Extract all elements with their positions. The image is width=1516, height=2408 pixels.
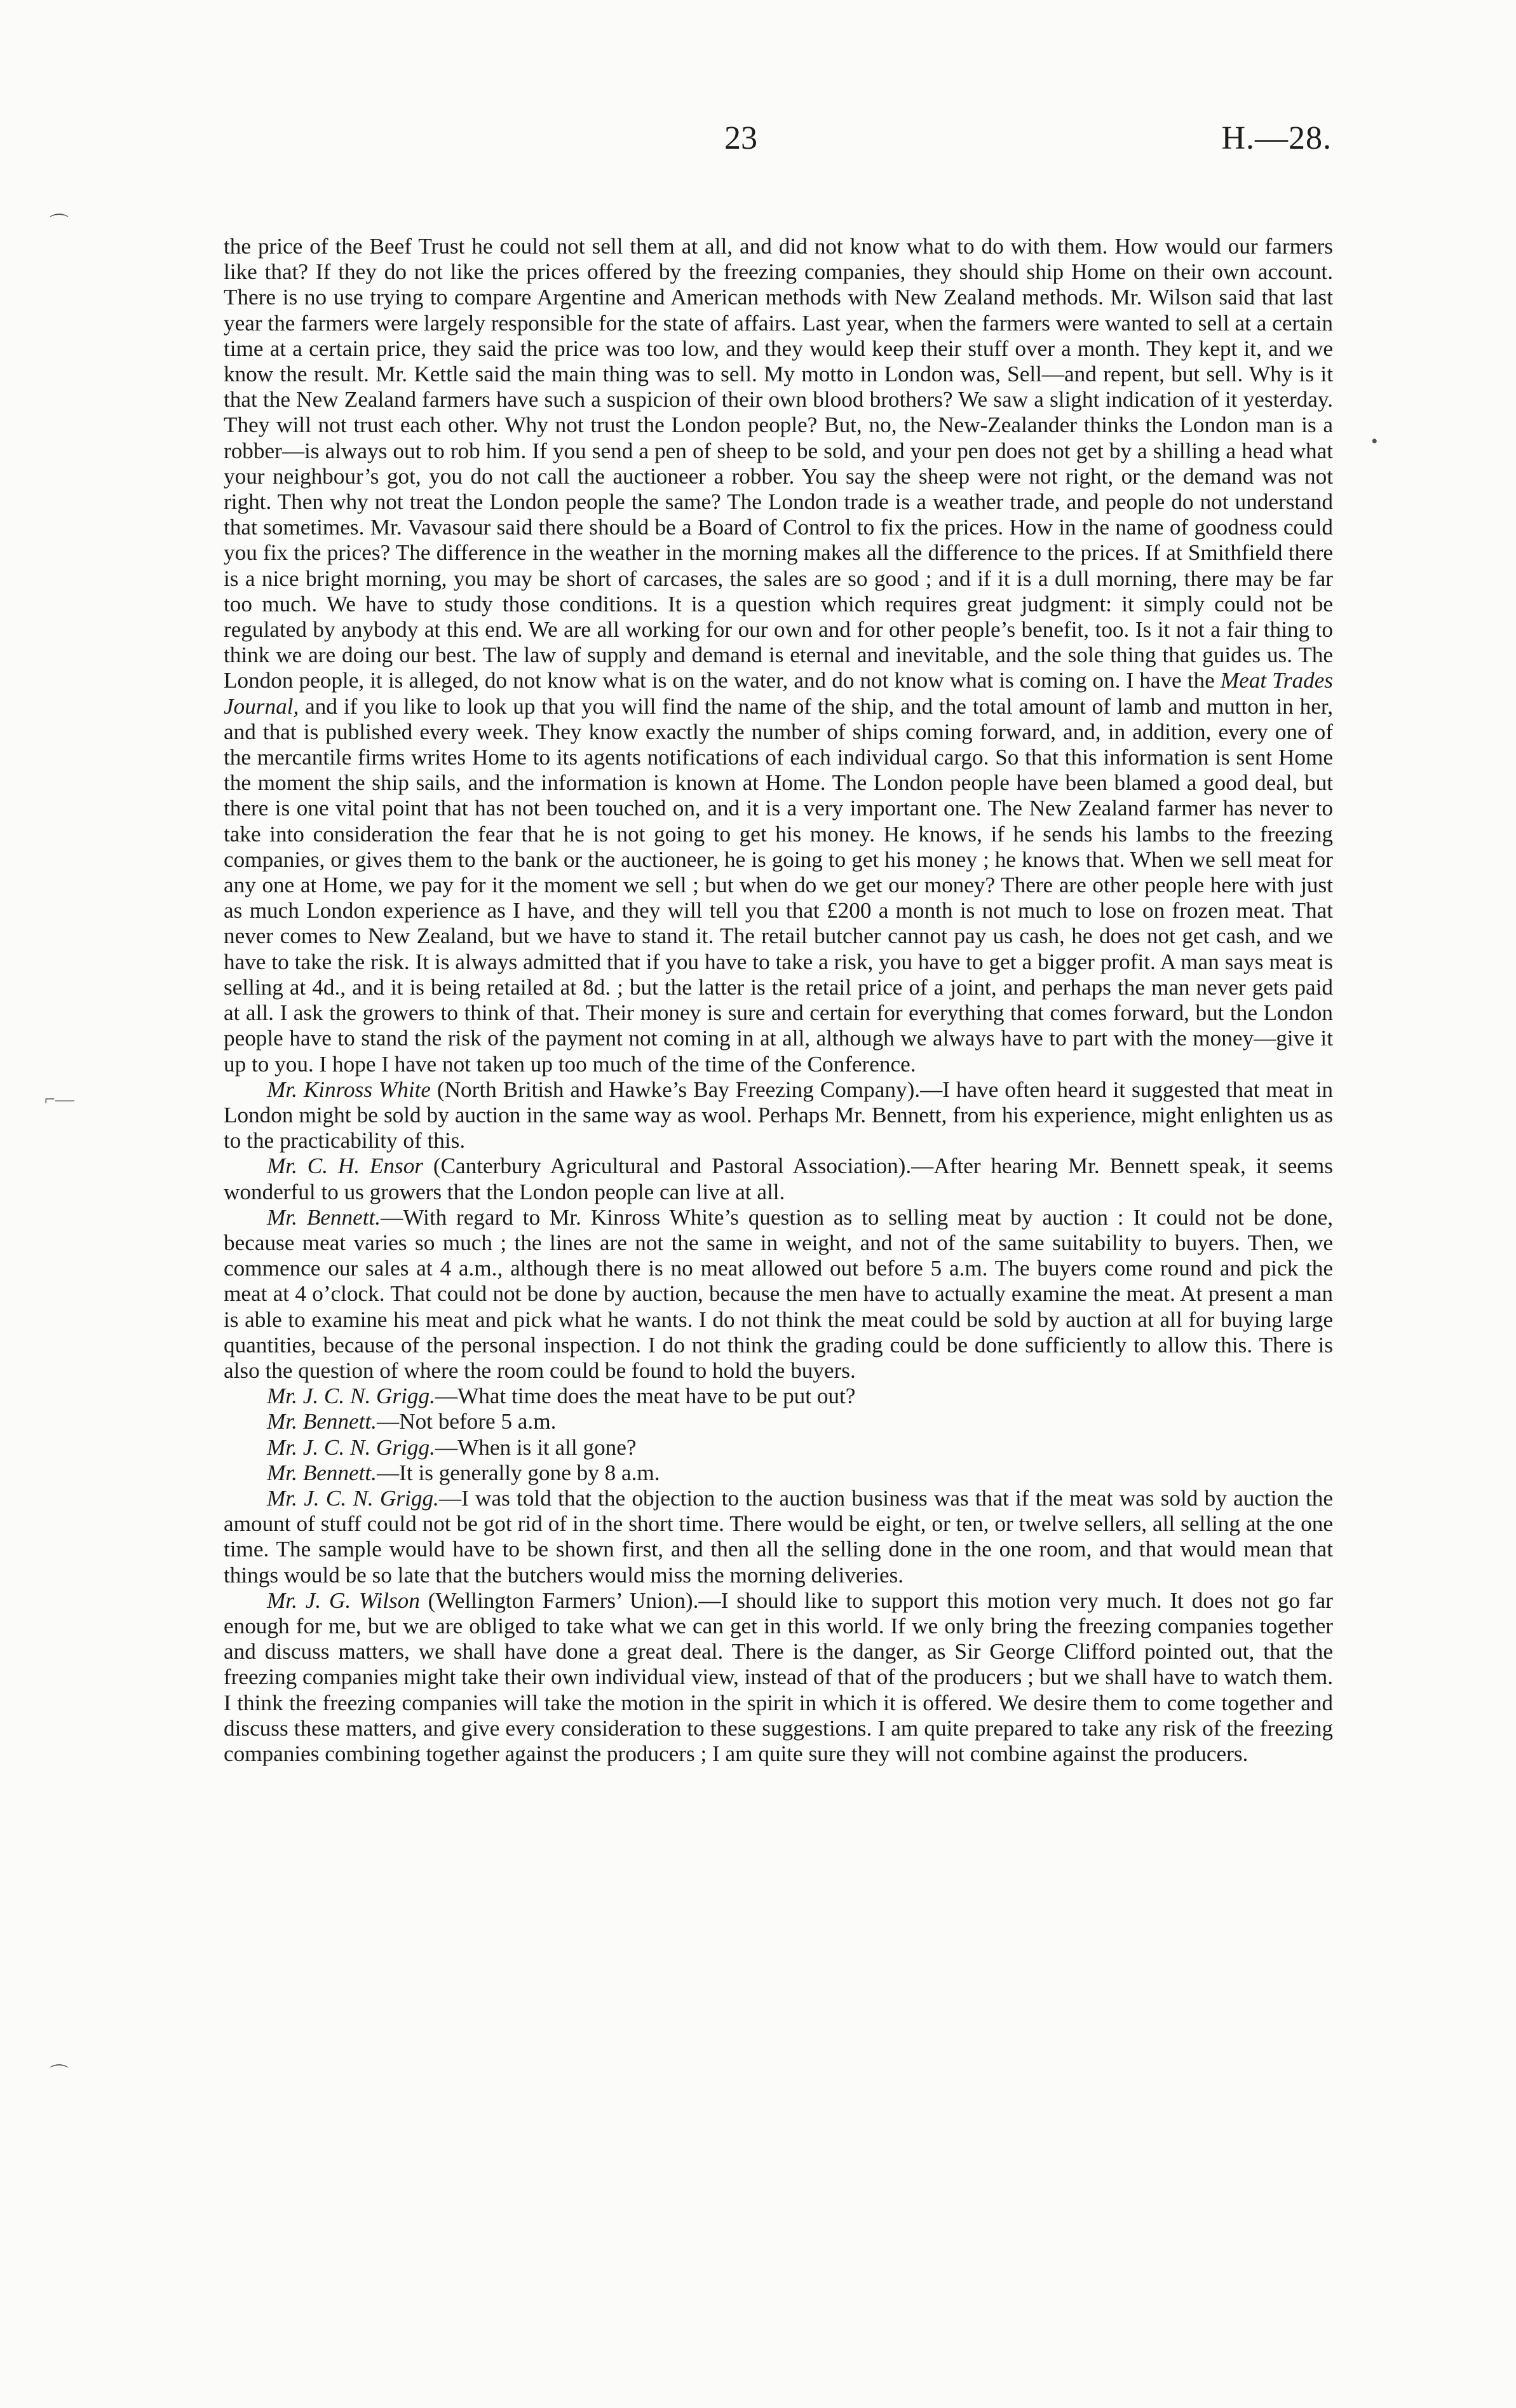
paragraph-text: the price of the Beef Trust he could not sell them at all, and did not know what to do with them. How would our farmers like that? If they do not like the prices offered by the freezing companies, they should ship Home on their own account. There is no use trying to compare Argentine and American methods with New Zealand methods. Mr. Wilson said that last year the farmers were largely responsible for the state of affairs. Last year, when the farmers were wanted to sell at a certain time at a certain price, they said the price was too low, and they would keep their stuff over a month. They kept it, and we know the result. Mr. Kettle said the main thing was to sell. My motto in London was, Sell—and repent, but sell. Why is it that the New Zealand farmers have such a suspicion of their own blood brothers? We saw a slight indication of it yesterday. They will not trust each other. Why not trust the London people? But, no, the New-Zealander thinks the London man is a robber—is always out to rob him. If you send a pen of sheep to be sold, and your pen does not get by a shilling a head what your neighbour’s got, you do not call the auctioneer a robber. You say the sheep were not right, or the demand was not right. Then why not treat the London people the same? The London trade is a weather trade, and people do not understand that sometimes. Mr. Vavasour said there should be a Board of Control to fix the prices. How in the name of goodness could you fix the prices? The difference in the weather in the morning makes all the difference to the prices. If at Smithfield there is a nice bright morning, you may be short of carcases, the sales are so good ; and if it is a dull morning, there may be far too much. We have to study those conditions. It is a question which requires great judgment: it simply could not be regulated by anybody at this end. We are all working for our own and for other people’s benefit, too. Is it not a fair thing to think we are doing our best. The law of supply and demand is eternal and inevitable, and the sole thing that guides us. The London people, it is alleged, do not know what is on the water, and do not know what is coming on. I have the [224, 234, 1333, 693]
speaker-name: Mr. J. G. Wilson [267, 1588, 420, 1613]
speaker-name: Mr. Bennett. [267, 1409, 377, 1434]
paragraph-text: —When is it all gone? [435, 1434, 637, 1460]
page-header [724, 119, 1332, 170]
paragraph [224, 1588, 1333, 1767]
paragraph [224, 1153, 1333, 1204]
paragraph [224, 1460, 1333, 1486]
paper-reference: H.—28. [1221, 120, 1332, 156]
paragraph [224, 1205, 1333, 1384]
margin-scan-mark: ⌒ [50, 214, 69, 235]
paragraph [224, 1409, 1333, 1434]
margin-scan-mark: ⌐— [44, 1089, 74, 1110]
paragraph [224, 234, 1333, 1077]
document-body [224, 234, 1333, 1767]
speaker-name: Mr. Bennett. [267, 1460, 377, 1485]
speaker-name: Mr. J. C. N. Grigg. [267, 1434, 435, 1460]
paragraph [224, 1077, 1333, 1154]
paragraph [224, 1486, 1333, 1588]
paragraph [224, 1435, 1333, 1460]
speaker-name: Mr. C. H. Ensor [267, 1153, 423, 1179]
paragraph-text: —It is generally gone by 8 a.m. [376, 1460, 660, 1485]
journal-title: Meat Trades Journal, [224, 668, 1334, 719]
paragraph-text: —What time does the meat have to be put out? [435, 1384, 856, 1409]
paragraph-text: —Not before 5 a.m. [376, 1409, 557, 1434]
paragraph-text: (Wellington Farmers’ Union).—I should like to support this motion very much. It does not go far enough for me, but we are obliged to take what we can get in this world. If we only bring the freezing companies together and discuss matters, we shall have done a great deal. There is the danger, as Sir George Clifford pointed out, that the freezing companies might take their own individual view, instead of that of the producers ; but we shall have to watch them. I think the freezing companies will take the motion in the spirit in which it is offered. We desire them to come together and discuss these matters, and give every consideration to these suggestions. I am quite prepared to take any risk of the freezing companies combining together against the producers ; I am quite sure they will not combine against the producers. [224, 1588, 1333, 1766]
speaker-name: Mr. J. C. N. Grigg. [267, 1384, 435, 1409]
margin-scan-mark: ⌒ [50, 2064, 69, 2085]
paragraph-text: (North British and Hawke’s Bay Freezing Company).—I have often heard it suggested that meat in London might be sold by auction in the same way as wool. Perhaps Mr. Bennett, from his experience, might enlighten us as to the practicability of this. [224, 1077, 1333, 1153]
paragraph-text: —I was told that the objection to the auction business was that if the meat was sold by auction the amount of stuff could not be got rid of in the short time. There would be eight, or ten, or twelve sellers, all selling at the one time. The sample would have to be shown first, and then all the selling done in the one room, and that would mean that things would be so late that the butchers would miss the morning deliveries. [224, 1485, 1333, 1588]
page-number: 23 [724, 120, 757, 156]
speaker-name: Mr. Bennett. [267, 1204, 381, 1230]
paragraph-text: (Canterbury Agricultural and Pastoral Association).—After hearing Mr. Bennett speak, it seems wonderful to us growers that the London people can live at all. [224, 1153, 1333, 1204]
paragraph-text: and if you like to look up that you will find the name of the ship, and the total amount of lamb and mutton in her, and that is published every week. They know exactly the number of ships coming forward, and, in addition, every one of the mercantile firms writes Home to its agents notifications of each individual cargo. So that this information is sent Home the moment the ship sails, and the information is known at Home. The London people have been blamed a good deal, but there is one vital point that has not been touched on, and it is a very important one. The New Zealand farmer has never to take into consideration the fear that he is not going to get his money. He knows, if he sends his lambs to the freezing companies, or gives them to the bank or the auctioneer, he is going to get his money ; he knows that. When we sell meat for any one at Home, we pay for it the moment we sell ; but when do we get our money? There are other people here with just as much London experience as I have, and they will tell you that £200 a month is not much to lose on frozen meat. That never comes to New Zealand, but we have to stand it. The retail butcher cannot pay us cash, he does not get cash, and we have to take the risk. It is always admitted that if you have to take a risk, you have to get a bigger profit. A man says meat is selling at 4d., and it is being retailed at 8d. ; but the latter is the retail price of a joint, and perhaps the man never gets paid at all. I ask the growers to think of that. Their money is sure and certain for everything that comes forward, but the London people have to stand the risk of the payment not coming in at all, although we always have to part with the money—give it up to you. I hope I have not taken up too much of the time of the Conference. [224, 693, 1333, 1077]
paragraph-text: —With regard to Mr. Kinross White’s question as to selling meat by auction : It could not be done, because meat varies so much ; the lines are not the same in weight, and not of the same suitability to buyers. Then, we commence our sales at 4 a.m., although there is no meat allowed out before 5 a.m. The buyers come round and pick the meat at 4 o’clock. That could not be done by auction, because the men have to actually examine the meat. At present a man is able to examine his meat and pick what he wants. I do not think the meat could be sold by auction at all for buying large quantities, because of the personal inspection. I do not think the grading could be done sufficiently to allow this. There is also the question of where the room could be found to hold the buyers. [224, 1204, 1333, 1383]
speaker-name: Mr. Kinross White [267, 1077, 431, 1102]
speaker-name: Mr. J. C. N. Grigg. [267, 1485, 439, 1511]
paragraph [224, 1384, 1333, 1409]
margin-scan-mark: • [1371, 431, 1378, 452]
